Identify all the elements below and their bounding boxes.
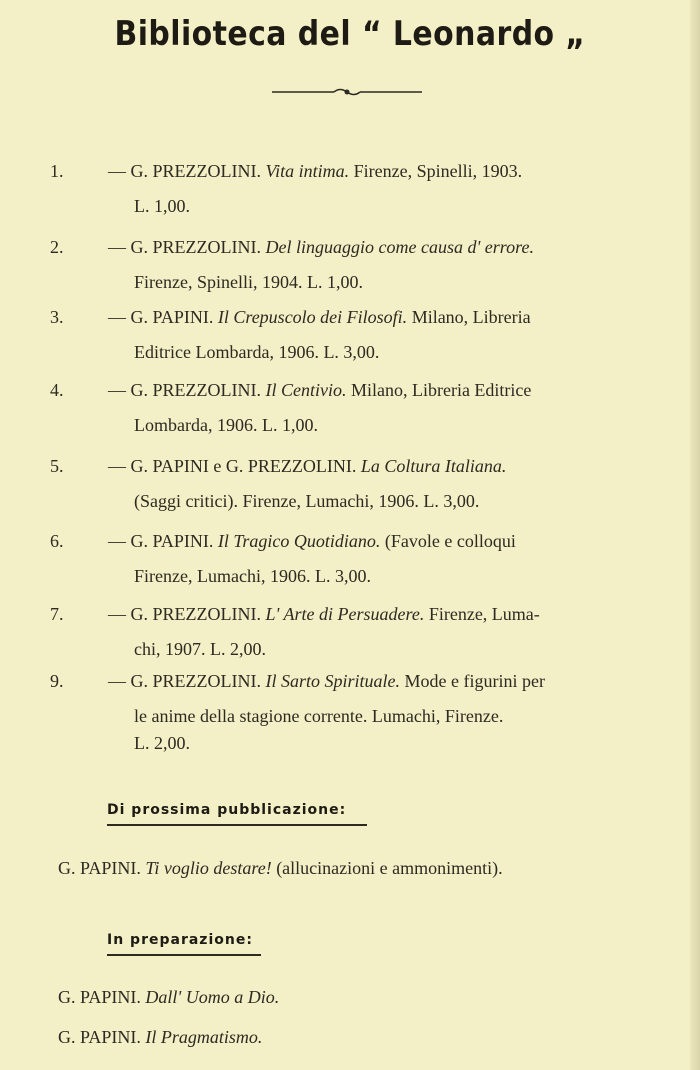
catalog-item-author: G. PAPINI e G. PREZZOLINI. xyxy=(130,456,357,476)
catalog-item-author: G. PREZZOLINI. xyxy=(130,237,261,257)
catalog-item-continuation: L. 2,00. xyxy=(134,733,190,753)
catalog-item-details: Milano, Libreria xyxy=(411,307,531,327)
catalog-item-details: Firenze, Spinelli, 1903. xyxy=(353,161,523,181)
entry-title: Il Pragmatismo. xyxy=(145,1027,263,1047)
entry-author: G. PAPINI. xyxy=(58,1027,141,1047)
heading-underline xyxy=(107,954,261,956)
ornament-divider-icon xyxy=(272,84,422,100)
catalog-item-line xyxy=(50,600,540,628)
catalog-item-line xyxy=(50,527,516,555)
entry-details: (allucinazioni e ammonimenti). xyxy=(276,858,503,878)
catalog-item-line xyxy=(50,667,545,695)
forthcoming-entry xyxy=(58,858,503,879)
catalog-item-title: Il Tragico Quotidiano. xyxy=(217,531,381,551)
catalog-item-title: L' Arte di Persuadere. xyxy=(265,604,425,624)
catalog-item-line xyxy=(50,452,506,480)
catalog-item-continuation: Lombarda, 1906. L. 1,00. xyxy=(134,415,318,435)
catalog-item-number: 2. xyxy=(50,237,64,257)
catalog-item-author: G. PREZZOLINI. xyxy=(130,161,261,181)
catalog-item-details: Mode e figurini per xyxy=(404,671,545,691)
entry-title: Dall' Uomo a Dio. xyxy=(145,987,280,1007)
catalog-item-title: Il Crepuscolo dei Filosofi. xyxy=(217,307,408,327)
catalog-item-dash: — xyxy=(108,161,126,181)
catalog-item-dash: — xyxy=(108,380,126,400)
in-preparation-entry xyxy=(58,1027,262,1048)
catalog-item-number: 5. xyxy=(50,456,64,476)
catalog-item-continuation: Editrice Lombarda, 1906. L. 3,00. xyxy=(134,342,380,362)
page-title: Biblioteca del “ Leonardo „ xyxy=(114,14,586,54)
catalog-item-title: Vita intima. xyxy=(265,161,350,181)
catalog-item-author: G. PAPINI. xyxy=(130,307,214,327)
catalog-item-dash: — xyxy=(108,456,126,476)
catalog-item-author: G. PREZZOLINI. xyxy=(130,671,261,691)
entry-title: Ti voglio destare! xyxy=(145,858,272,878)
catalog-item-author: G. PREZZOLINI. xyxy=(130,604,261,624)
catalog-item-dash: — xyxy=(108,531,126,551)
catalog-item-dash: — xyxy=(108,671,126,691)
catalog-item-details: Milano, Libreria Editrice xyxy=(350,380,532,400)
entry-author: G. PAPINI. xyxy=(58,858,141,878)
catalog-item-number: 9. xyxy=(50,671,64,691)
catalog-item-number: 4. xyxy=(50,380,64,400)
catalog-item-dash: — xyxy=(108,237,126,257)
catalog-item-line xyxy=(50,233,534,261)
catalog-item-continuation: chi, 1907. L. 2,00. xyxy=(134,639,266,659)
catalog-item-continuation: Firenze, Spinelli, 1904. L. 1,00. xyxy=(134,272,363,292)
catalog-item-number: 1. xyxy=(50,161,64,181)
catalog-item-title: Del linguaggio come causa d' errore. xyxy=(265,237,534,257)
in-preparation-entry xyxy=(58,987,279,1008)
catalog-item-number: 7. xyxy=(50,604,64,624)
page-edge xyxy=(690,0,700,1070)
section-heading-forthcoming: Di prossima pubblicazione: xyxy=(107,802,347,818)
catalog-item-dash: — xyxy=(108,604,126,624)
catalog-item-number: 6. xyxy=(50,531,64,551)
catalog-item-title: Il Sarto Spirituale. xyxy=(265,671,400,691)
catalog-item-continuation: Firenze, Lumachi, 1906. L. 3,00. xyxy=(134,566,371,586)
catalog-item-author: G. PREZZOLINI. xyxy=(130,380,261,400)
catalog-item-dash: — xyxy=(108,307,126,327)
catalog-item-line xyxy=(50,157,522,185)
catalog-item-author: G. PAPINI. xyxy=(130,531,214,551)
heading-underline xyxy=(107,824,367,826)
catalog-item-line xyxy=(50,303,531,331)
entry-author: G. PAPINI. xyxy=(58,987,141,1007)
catalog-item-continuation: (Saggi critici). Firenze, Lumachi, 1906. L. 3,00. xyxy=(134,491,480,511)
catalog-item-title: Il Centivio. xyxy=(265,380,347,400)
catalog-item-continuation: le anime della stagione corrente. Lumachi, Firenze. xyxy=(134,706,504,726)
section-heading-in-preparation: In preparazione: xyxy=(107,932,253,948)
catalog-item-title: La Coltura Italiana. xyxy=(360,456,507,476)
catalog-item-details: Firenze, Luma- xyxy=(428,604,540,624)
catalog-item-details: (Favole e colloqui xyxy=(384,531,516,551)
catalog-item-number: 3. xyxy=(50,307,64,327)
catalog-item-continuation: L. 1,00. xyxy=(134,196,190,216)
catalog-item-line xyxy=(50,376,531,404)
